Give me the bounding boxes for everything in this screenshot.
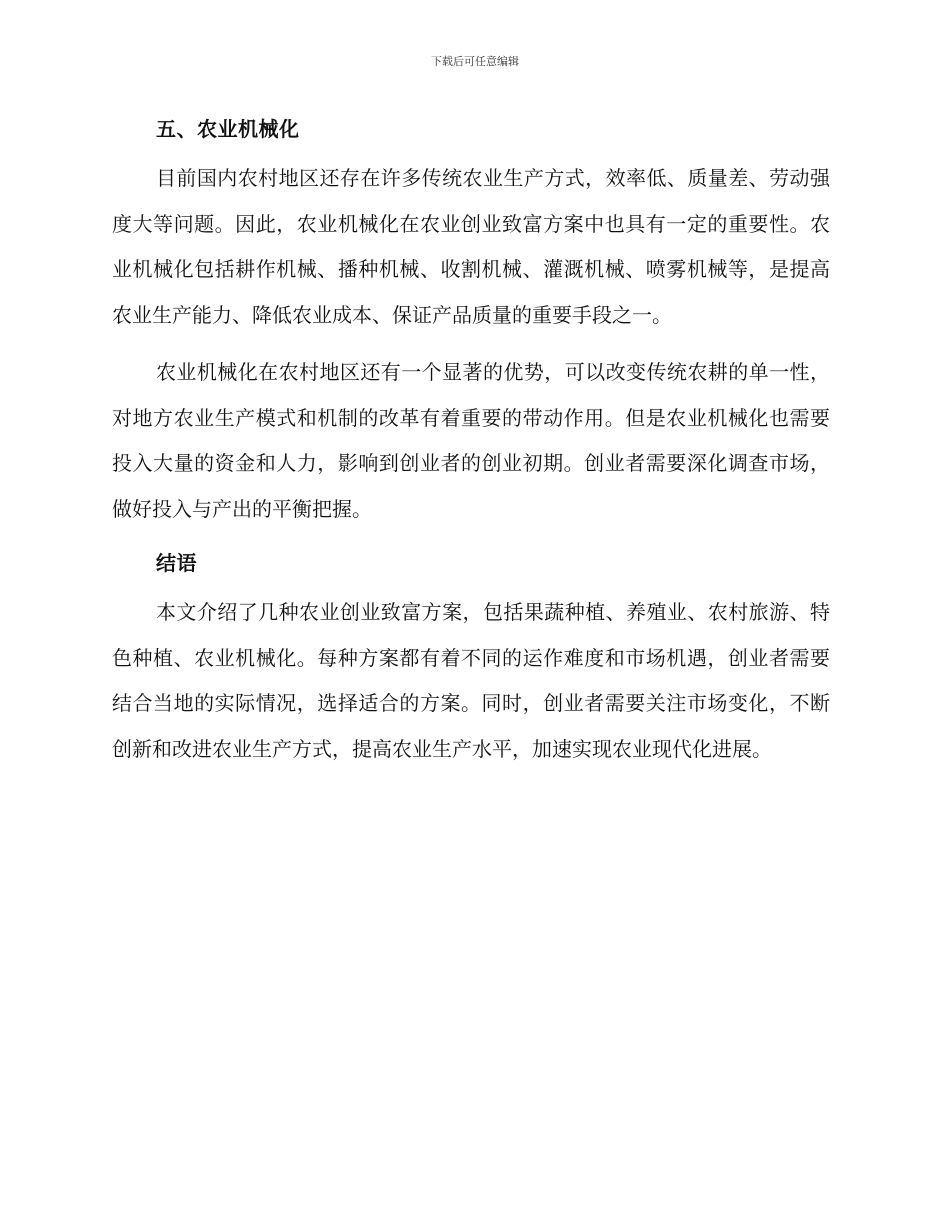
section-heading-conclusion: 结语 xyxy=(156,551,197,575)
paragraph: 目前国内农村地区还存在许多传统农业生产方式，效率低、质量差、劳动强度大等问题。因此，农业机械化在农业创业致富方案中也具有一定的重要性。农业机械化包括耕作机械、播种机械、收割机械、灌溉机械、喷雾机械等，是提高农业生产能力、降低农业成本、保证产品质量的重要手段之一。 xyxy=(112,166,830,327)
paragraph: 本文介绍了几种农业创业致富方案，包括果蔬种植、养殖业、农村旅游、特色种植、农业机械化。每种方案都有着不同的运作难度和市场机遇，创业者需要结合当地的实际情况，选择适合的方案。同时，创业者需要关注市场变化，不断创新和改进农业生产方式，提高农业生产水平，加速实现农业现代化进展。 xyxy=(112,600,830,761)
section-heading-agri-mechanization: 五、农业机械化 xyxy=(156,117,300,141)
page-header: 下载后可任意编辑 xyxy=(431,55,519,68)
document-body xyxy=(112,114,830,772)
paragraph: 农业机械化在农村地区还有一个显著的优势，可以改变传统农耕的单一性，对地方农业生产模式和机制的改革有着重要的带动作用。但是农业机械化也需要投入大量的资金和人力，影响到创业者的创业初期。创业者需要深化调查市场，做好投入与产出的平衡把握。 xyxy=(112,360,830,521)
